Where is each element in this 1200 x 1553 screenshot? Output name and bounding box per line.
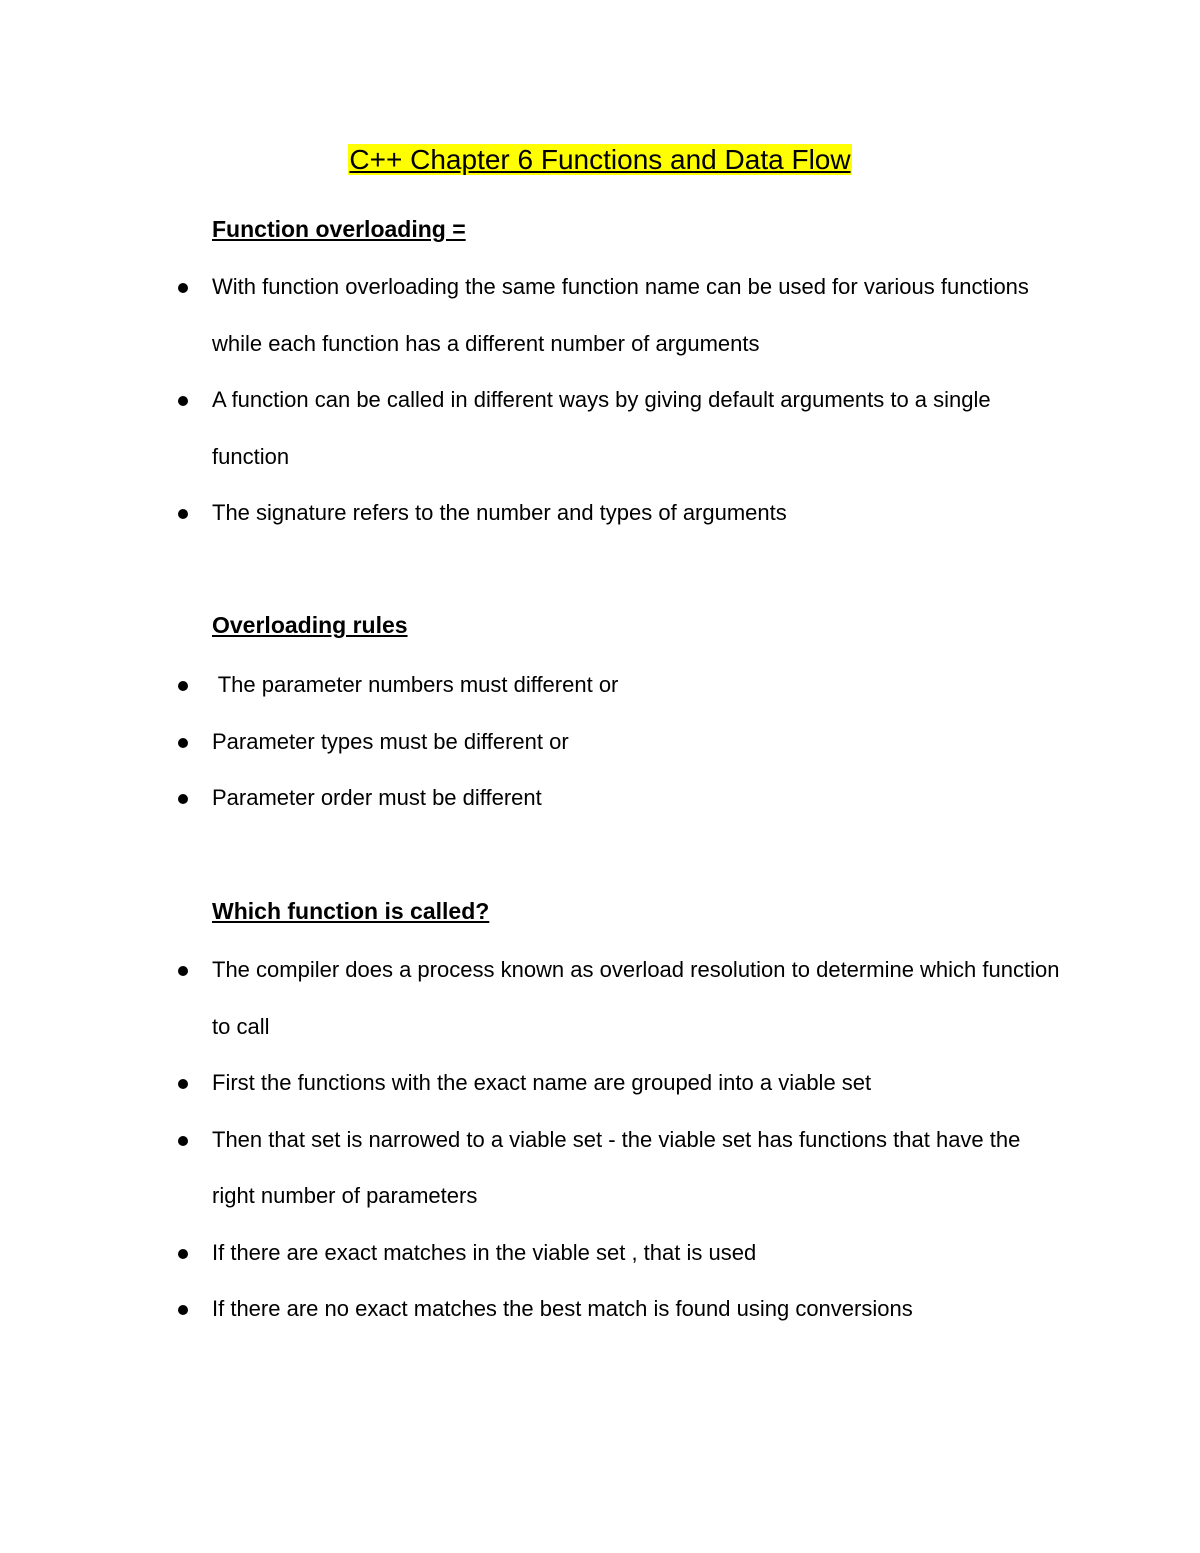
list-item-text: A function can be called in different ways by giving default arguments to a single function bbox=[212, 387, 991, 469]
list-item-text: The signature refers to the number and types of arguments bbox=[212, 500, 787, 525]
bullet-icon bbox=[178, 1079, 188, 1089]
bullet-icon bbox=[178, 738, 188, 748]
list-item bbox=[0, 1281, 1200, 1338]
list-item bbox=[0, 485, 1200, 542]
bullet-icon bbox=[178, 794, 188, 804]
section-heading-function-overloading: Function overloading = bbox=[212, 216, 466, 242]
list-item-text: The parameter numbers must different or bbox=[212, 672, 619, 697]
list-item bbox=[0, 657, 1200, 714]
list-item bbox=[0, 1055, 1200, 1112]
bullet-icon bbox=[178, 1136, 188, 1146]
bullet-icon bbox=[178, 396, 188, 406]
list-item bbox=[0, 770, 1200, 827]
list-item-text: If there are no exact matches the best match is found using conversions bbox=[212, 1296, 913, 1321]
bullet-icon bbox=[178, 681, 188, 691]
list-item-text: Then that set is narrowed to a viable set - the viable set has functions that have the right number of parameters bbox=[212, 1126, 1021, 1208]
section-list-overloading-rules bbox=[0, 657, 1200, 827]
list-item bbox=[0, 942, 1200, 1055]
bullet-icon bbox=[178, 509, 188, 519]
section-heading-overloading-rules: Overloading rules bbox=[212, 612, 408, 638]
section-heading-which-function-is-called: Which function is called? bbox=[212, 898, 490, 924]
bullet-icon bbox=[178, 1305, 188, 1315]
bullet-icon bbox=[178, 283, 188, 293]
list-item bbox=[0, 1112, 1200, 1225]
list-item bbox=[0, 259, 1200, 372]
list-item bbox=[0, 372, 1200, 485]
list-item bbox=[0, 714, 1200, 771]
list-item bbox=[0, 1225, 1200, 1282]
list-item-text: First the functions with the exact name are grouped into a viable set bbox=[212, 1070, 872, 1095]
bullet-icon bbox=[178, 1249, 188, 1259]
document-title bbox=[0, 140, 1200, 180]
list-item-text: Parameter order must be different bbox=[212, 785, 542, 810]
section-list-function-overloading bbox=[0, 259, 1200, 542]
bullet-icon bbox=[178, 966, 188, 976]
list-item-text: Parameter types must be different or bbox=[212, 728, 569, 754]
document-title-text: C++ Chapter 6 Functions and Data Flow bbox=[349, 144, 851, 175]
section-list-which-function-is-called bbox=[0, 942, 1200, 1338]
list-item-text: If there are exact matches in the viable set , that is used bbox=[212, 1239, 757, 1265]
list-item-text: With function overloading the same function name can be used for various functions while each function has a different number of arguments bbox=[212, 274, 1029, 356]
list-item-text: The compiler does a process known as overload resolution to determine which function to call bbox=[212, 957, 1060, 1039]
